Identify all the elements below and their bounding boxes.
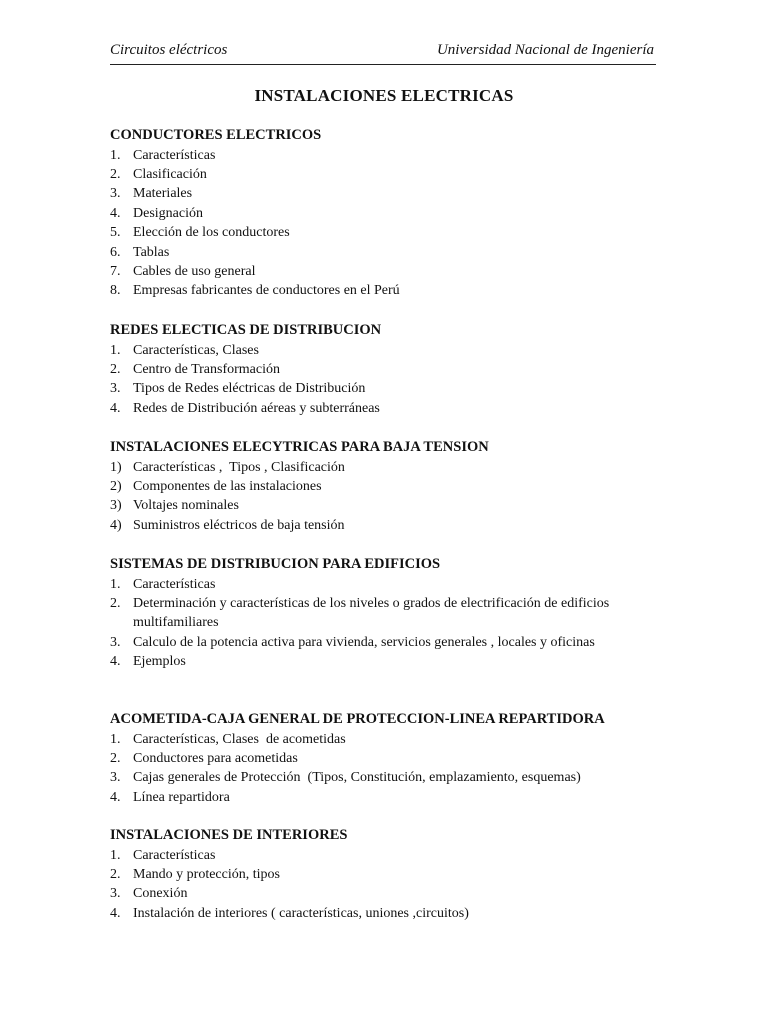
item-number: 3. [110, 770, 121, 786]
item-number: 4. [110, 654, 121, 670]
list-item [110, 243, 670, 262]
list-item [110, 281, 670, 300]
item-text: Ejemplos [133, 654, 186, 670]
list-item [110, 341, 670, 360]
item-text: Mando y protección, tipos [133, 866, 280, 882]
item-text: Características, Clases de acometidas [133, 731, 346, 747]
list-item [110, 477, 670, 496]
list-item [110, 884, 670, 903]
section-conductores [110, 126, 670, 301]
item-number: 5. [110, 225, 121, 241]
section-edificios [110, 555, 670, 672]
item-text: Características [133, 847, 216, 863]
item-text: Tablas [133, 244, 170, 260]
list-item [110, 575, 670, 594]
item-number: 1. [110, 731, 121, 747]
list-item [110, 865, 670, 884]
list-item [110, 788, 670, 807]
item-text: Designación [133, 205, 203, 221]
section-item-list [110, 458, 670, 536]
item-text: Suministros eléctricos de baja tensión [133, 517, 345, 533]
list-item [110, 360, 670, 379]
list-item [110, 184, 670, 203]
item-text: Línea repartidora [133, 789, 230, 805]
item-text: Características, Clases [133, 342, 259, 358]
item-number: 2. [110, 361, 121, 377]
item-number: 4. [110, 400, 121, 416]
item-number: 2. [110, 595, 121, 611]
section-interiores [110, 826, 670, 923]
section-heading: CONDUCTORES ELECTRICOS [110, 127, 322, 143]
list-item [110, 165, 670, 184]
item-number: 7. [110, 263, 121, 279]
item-number: 4. [110, 789, 121, 805]
item-text: Conexión [133, 886, 188, 902]
section-heading: INSTALACIONES ELECYTRICAS PARA BAJA TENSION [110, 439, 489, 455]
section-item-list [110, 730, 670, 808]
section-heading: REDES ELECTICAS DE DISTRIBUCION [110, 322, 382, 338]
list-item [110, 652, 670, 671]
item-text: Materiales [133, 186, 193, 202]
item-number: 2. [110, 866, 121, 882]
item-text: Clasificación [133, 166, 207, 182]
list-item [110, 730, 670, 749]
item-text: Instalación de interiores ( características, uniones ,circuitos) [133, 905, 469, 921]
item-number: 3. [110, 381, 121, 397]
list-item [110, 496, 670, 515]
list-item [110, 204, 670, 223]
section-acometida [110, 710, 670, 807]
item-text: Tipos de Redes eléctricas de Distribución [133, 381, 366, 397]
item-number: 3. [110, 186, 121, 202]
list-item [110, 223, 670, 242]
section-baja-tension [110, 438, 670, 535]
list-item [110, 749, 670, 768]
item-number: 2. [110, 166, 121, 182]
item-text: Voltajes nominales [133, 498, 239, 514]
item-number: 1. [110, 147, 121, 163]
item-number: 6. [110, 244, 121, 260]
item-text: Componentes de las instalaciones [133, 478, 322, 494]
item-number: 2) [110, 478, 122, 494]
item-number: 4. [110, 905, 121, 921]
item-number: 4. [110, 205, 121, 221]
list-item [110, 399, 670, 418]
running-header [110, 40, 656, 65]
header-institution: Universidad Nacional de Ingeniería [436, 42, 654, 58]
section-heading: ACOMETIDA-CAJA GENERAL DE PROTECCION-LINEA REPARTIDORA [110, 711, 605, 727]
section-heading: SISTEMAS DE DISTRIBUCION PARA EDIFICIOS [110, 556, 441, 572]
item-text: Características , Tipos , Clasificación [133, 459, 345, 475]
list-item [110, 379, 670, 398]
item-text: Cables de uso general [133, 263, 256, 279]
item-text: Determinación y características de los niveles o grados de electrificación de edificios multifamiliares [133, 595, 610, 631]
section-item-list [110, 146, 670, 301]
item-number: 4) [110, 517, 122, 533]
list-item [110, 768, 670, 787]
item-number: 3) [110, 498, 122, 514]
list-item [110, 633, 670, 652]
item-text: Cajas generales de Protección (Tipos, Constitución, emplazamiento, esquemas) [133, 770, 581, 786]
section-heading: INSTALACIONES DE INTERIORES [110, 827, 348, 843]
list-item [110, 846, 670, 865]
item-number: 3. [110, 886, 121, 902]
list-item [110, 146, 670, 165]
list-item [110, 594, 670, 633]
section-item-list [110, 575, 670, 672]
list-item [110, 516, 670, 535]
item-text: Conductores para acometidas [133, 750, 298, 766]
document-title: INSTALACIONES ELECTRICAS [254, 86, 514, 105]
list-item [110, 904, 670, 923]
item-number: 2. [110, 750, 121, 766]
list-item [110, 458, 670, 477]
item-number: 1. [110, 342, 121, 358]
item-text: Calculo de la potencia activa para vivienda, servicios generales , locales y oficinas [133, 634, 595, 650]
section-redes [110, 321, 670, 418]
list-item [110, 262, 670, 281]
section-item-list [110, 846, 670, 924]
item-text: Elección de los conductores [133, 225, 290, 241]
header-course-title: Circuitos eléctricos [110, 42, 228, 58]
item-text: Características [133, 576, 216, 592]
item-number: 3. [110, 634, 121, 650]
item-text: Características [133, 147, 216, 163]
item-text: Centro de Transformación [133, 361, 280, 377]
section-item-list [110, 341, 670, 419]
item-number: 8. [110, 283, 121, 299]
item-number: 1. [110, 847, 121, 863]
item-number: 1. [110, 576, 121, 592]
item-number: 1) [110, 459, 122, 475]
item-text: Redes de Distribución aéreas y subterráneas [133, 400, 380, 416]
item-text: Empresas fabricantes de conductores en el Perú [133, 283, 400, 299]
